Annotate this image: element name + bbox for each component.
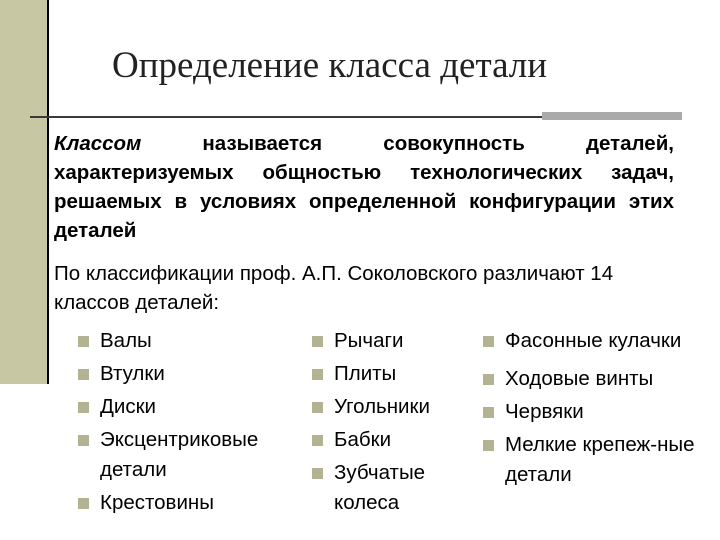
list-item-label: Бабки <box>334 428 392 451</box>
square-bullet-icon <box>78 402 89 413</box>
list-item-label: Зубчатые колеса <box>334 461 426 514</box>
square-bullet-icon <box>312 468 323 479</box>
square-bullet-icon <box>312 336 323 347</box>
class-list-column-1 <box>78 326 298 521</box>
definition-text: называется совокупность деталей, характеризуемых общностью технологических задач, решаемых в условиях определенной конфигурации этих деталей <box>54 132 674 242</box>
list-item <box>312 425 467 455</box>
class-list-column-2 <box>312 326 467 521</box>
list-item-label: Втулки <box>100 362 165 385</box>
square-bullet-icon <box>312 369 323 380</box>
list-item-label: Рычаги <box>334 329 404 352</box>
class-list-column-3 <box>483 326 713 493</box>
list-item-label: Мелкие крепеж-ные детали <box>505 433 695 486</box>
list-item-label: Эксцентриковые детали <box>100 428 259 481</box>
left-accent-line <box>47 0 49 384</box>
list-item <box>483 326 713 356</box>
title-underline-accent <box>542 112 682 120</box>
list-item <box>312 458 467 518</box>
list-item <box>78 326 298 356</box>
definition-paragraph <box>54 129 674 245</box>
square-bullet-icon <box>78 498 89 509</box>
definition-term: Классом <box>54 132 142 155</box>
list-item <box>78 488 298 518</box>
list-item <box>312 359 467 389</box>
square-bullet-icon <box>483 336 494 347</box>
classification-intro: По классификации проф. А.П. Соколовского различают 14 классов деталей: <box>54 262 614 314</box>
square-bullet-icon <box>483 440 494 451</box>
list-item-label: Фасонные кулачки <box>505 329 682 352</box>
list-item-label: Червяки <box>505 400 584 423</box>
square-bullet-icon <box>78 369 89 380</box>
list-item <box>312 326 467 356</box>
list-item <box>483 397 713 427</box>
square-bullet-icon <box>483 407 494 418</box>
square-bullet-icon <box>312 402 323 413</box>
title-underline <box>30 116 542 118</box>
list-item-label: Крестовины <box>100 491 214 514</box>
slide-title: Определение класса детали <box>112 45 548 86</box>
list-item <box>78 359 298 389</box>
list-item <box>483 364 713 394</box>
list-item <box>312 392 467 422</box>
square-bullet-icon <box>78 336 89 347</box>
square-bullet-icon <box>78 435 89 446</box>
list-item-label: Плиты <box>334 362 397 385</box>
list-item <box>483 430 713 490</box>
list-item-label: Угольники <box>334 395 430 418</box>
square-bullet-icon <box>312 435 323 446</box>
list-item-label: Валы <box>100 329 152 352</box>
list-item <box>78 392 298 422</box>
list-item-label: Ходовые винты <box>505 367 654 390</box>
square-bullet-icon <box>483 374 494 385</box>
list-item <box>78 425 298 485</box>
left-accent-bar <box>0 0 47 384</box>
list-item-label: Диски <box>100 395 157 418</box>
